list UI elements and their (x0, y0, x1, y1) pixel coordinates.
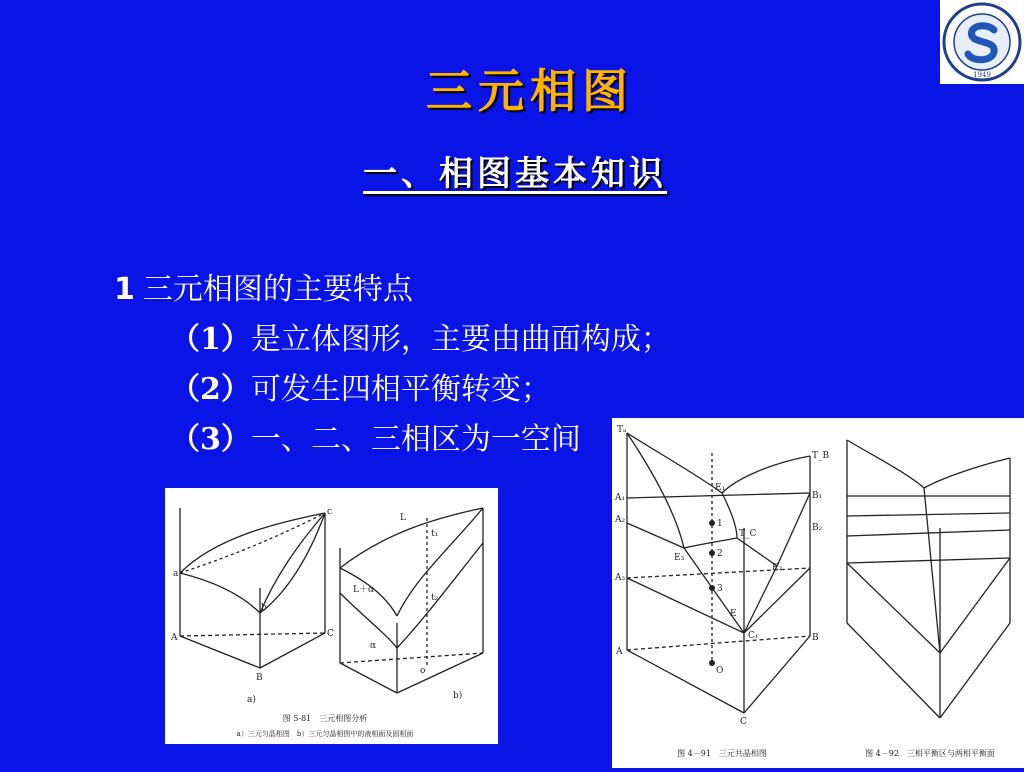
feature-text: 一、二、三相区为一空间 (250, 422, 581, 457)
fig-label-C: C (327, 629, 334, 639)
fig-label-1: 1 (717, 519, 723, 529)
fig-label-O: O (716, 666, 724, 676)
fig-label-E3: E₃ (674, 553, 685, 563)
fig-sub-b: b) (453, 691, 463, 701)
fig-label-alpha: α (370, 641, 377, 651)
feature-mark: （2） (170, 372, 251, 407)
feature-item-1 (170, 314, 671, 358)
fig-label-o: o (420, 666, 426, 676)
section-heading (114, 264, 413, 308)
fig-label-L-alpha: L＋α (353, 585, 375, 595)
feature-mark: （1） (170, 322, 251, 357)
fig-label-c: c (327, 507, 333, 517)
fig-label-E1: E₁ (715, 483, 726, 493)
fig-label-A: A (171, 633, 178, 643)
fig-label-C1: C₁ (748, 631, 759, 641)
fig-label-B2: B₂ (812, 523, 823, 533)
fig-label-t2: t₂ (431, 593, 439, 603)
fig-right-caption-1: 图 4－91 三元共晶相图 (677, 749, 767, 758)
fig-label-2: 2 (717, 549, 723, 559)
logo-year: 1949 (973, 71, 991, 79)
fig-label-B: B (812, 633, 819, 643)
figure-isomorphous-diagram (165, 488, 498, 744)
fig-label-TB: T_B (812, 451, 830, 461)
fig-label-3: 3 (717, 584, 723, 594)
fig-left-caption-sub: a）三元匀晶相图 b）三元匀晶相图中的液相面及固相面 (236, 730, 414, 738)
feature-item-3 (170, 414, 581, 458)
fig-label-E2: E₂ (772, 563, 783, 573)
fig-right-caption-2: 图 4－92 三相平衡区与两相平衡面 (865, 749, 995, 758)
fig-label-B: B (256, 673, 263, 683)
fig-label-A3: A₃ (615, 573, 626, 583)
fig-label-TC: T_C (739, 529, 757, 539)
fig-label-TA: Tₐ (617, 425, 627, 435)
fig-label-A: A (616, 647, 623, 657)
fig-sub-a: a) (247, 695, 256, 705)
fig-label-t1: t₁ (431, 529, 439, 539)
fig-label-L: L (400, 513, 406, 523)
fig-label-C: C (740, 717, 747, 727)
feature-item-2 (170, 364, 551, 408)
figure-eutectic-diagram (612, 418, 1024, 768)
slide-title: 三元相图 (426, 64, 634, 118)
section-heading-text: 三元相图的主要特点 (142, 272, 413, 307)
feature-text: 是立体图形，主要由曲面构成； (250, 322, 671, 357)
slide-subtitle: 一、相图基本知识 (363, 154, 667, 194)
fig-label-A1: A₁ (615, 493, 626, 503)
feature-text: 可发生四相平衡转变； (250, 372, 551, 407)
fig-left-caption-title: 图 5-81 三元相图分析 (282, 714, 368, 723)
feature-mark: （3） (170, 422, 251, 457)
fig-label-B1: B₁ (812, 491, 823, 501)
section-number: 1 (114, 272, 135, 307)
fig-label-b: b (261, 603, 267, 613)
fig-label-A2: A₂ (615, 515, 626, 525)
fig-label-a: a (173, 569, 179, 579)
fig-label-E: E (730, 609, 737, 619)
